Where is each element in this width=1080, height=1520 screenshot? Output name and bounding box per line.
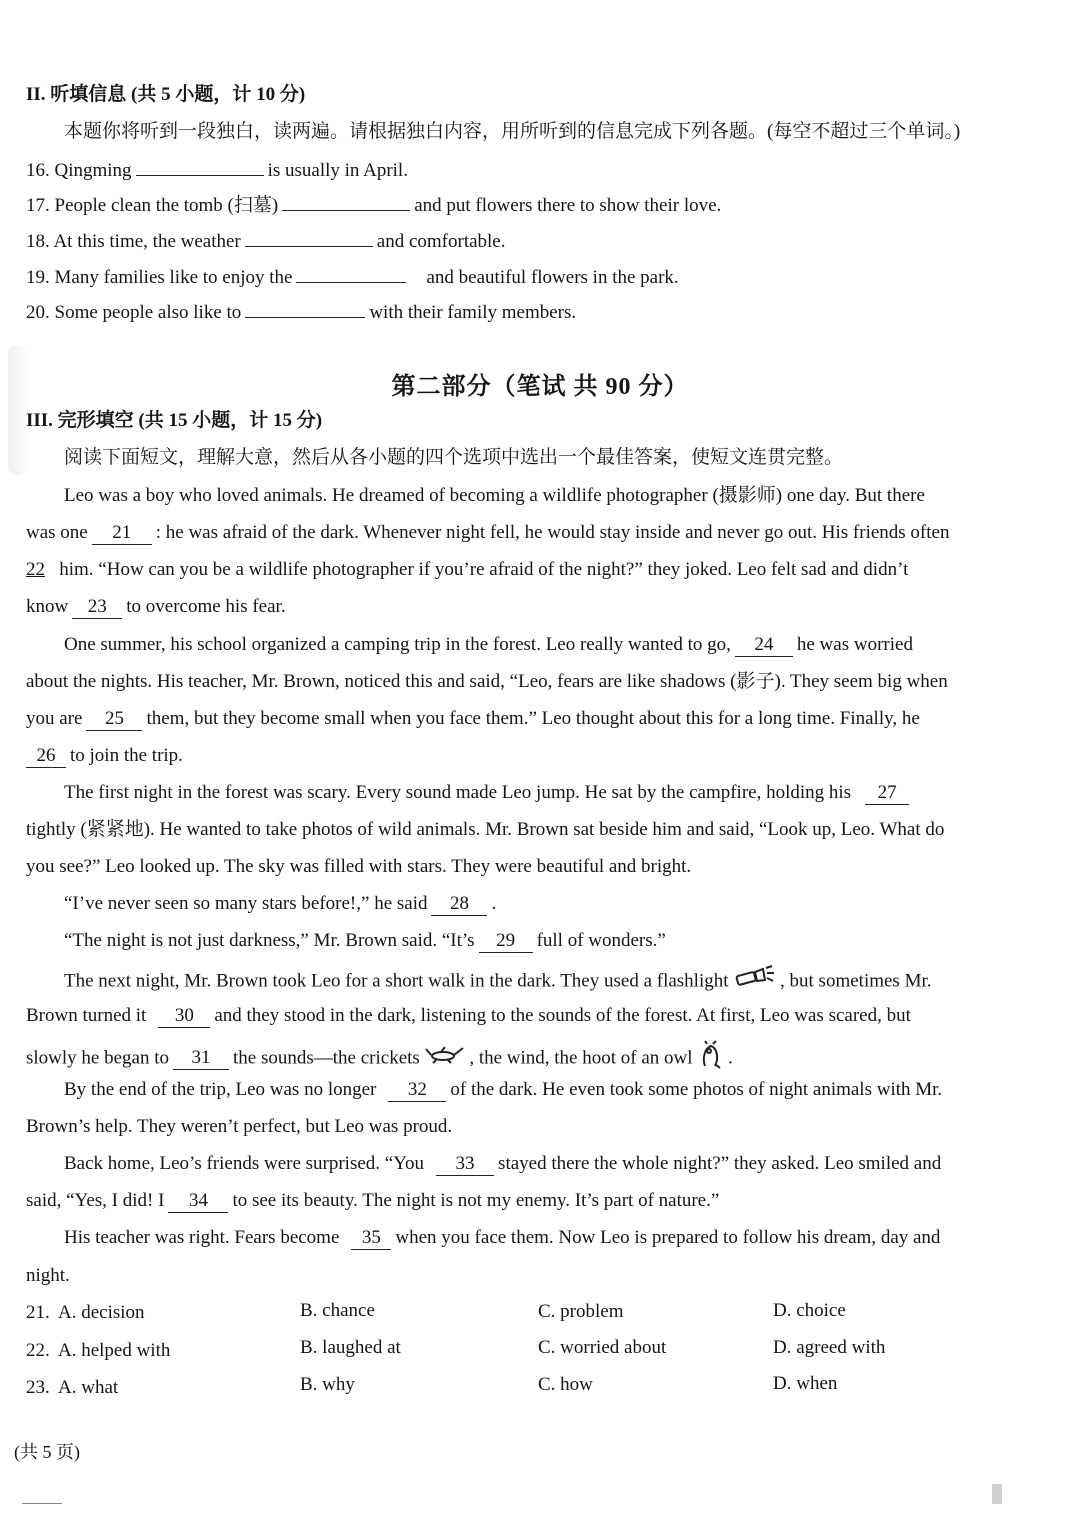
section3-heading: III. 完形填空 (共 15 小题，计 15 分)	[26, 410, 323, 431]
cloze-blank-24[interactable]: 24	[735, 634, 793, 657]
question-16: 16. Qingming is usually in April.	[26, 160, 408, 181]
passage-line: you see?” Leo looked up. The sky was filled with stars. They were beautiful and bright.	[26, 856, 692, 877]
cloze-blank-21[interactable]: 21	[92, 522, 152, 545]
option-number: 21.	[26, 1302, 50, 1323]
passage-line: Leo was a boy who loved animals. He dreamed of becoming a wildlife photographer (摄影师) one day. But there	[64, 485, 925, 506]
section3-instruction: 阅读下面短文，理解大意，然后从各小题的四个选项中选出一个最佳答案，使短文连贯完整。	[64, 447, 844, 468]
passage-line: 22 him. “How can you be a wildlife photographer if you’re afraid of the night?” they joked. Leo felt sad and didn’t	[26, 559, 909, 580]
cloze-blank-25[interactable]: 25	[86, 708, 142, 731]
option-c[interactable]: C. worried about	[538, 1337, 667, 1358]
option-b[interactable]: B. chance	[300, 1300, 375, 1321]
cloze-blank-23[interactable]: 23	[72, 596, 122, 619]
cloze-blank-28[interactable]: 28	[431, 893, 487, 916]
answer-blank-20[interactable]	[245, 317, 365, 318]
page-footer: (共 5 页)	[14, 1442, 80, 1462]
option-a[interactable]: A. helped with	[58, 1340, 171, 1361]
cloze-blank-32[interactable]: 32	[388, 1079, 446, 1102]
cloze-blank-27[interactable]: 27	[865, 782, 909, 805]
passage-line: you are 25 them, but they become small when you face them.” Leo thought about this for a long time. Finally, he	[26, 708, 920, 729]
flashlight-icon	[733, 965, 775, 999]
passage-line: Brown turned it 30 and they stood in the dark, listening to the sounds of the forest. At first, Leo was scared, but	[26, 1005, 911, 1026]
cloze-blank-35[interactable]: 35	[351, 1227, 391, 1250]
section2-heading: II. 听填信息 (共 5 小题，计 10 分)	[26, 84, 306, 105]
passage-line: His teacher was right. Fears become 35 when you face them. Now Leo is prepared to follow his dream, day and	[64, 1227, 941, 1248]
question-17: 17. People clean the tomb (扫墓) and put flowers there to show their love.	[26, 195, 722, 216]
passage-line: “The night is not just darkness,” Mr. Brown said. “It’s 29 full of wonders.”	[64, 930, 666, 951]
option-a[interactable]: A. decision	[58, 1302, 145, 1323]
answer-blank-16[interactable]	[136, 175, 264, 176]
option-d[interactable]: D. when	[773, 1373, 838, 1394]
passage-line: The first night in the forest was scary. Every sound made Leo jump. He sat by the campfire, holding his 27	[64, 780, 913, 806]
passage-line: By the end of the trip, Leo was no longer 32 of the dark. He even took some photos of night animals with Mr.	[64, 1079, 943, 1100]
option-b[interactable]: B. why	[300, 1374, 355, 1395]
question-20: 20. Some people also like to with their family members.	[26, 302, 577, 323]
scan-edge-shadow	[8, 345, 26, 475]
option-c[interactable]: C. how	[538, 1374, 593, 1395]
passage-line: “I’ve never seen so many stars before!,” he said 28 .	[64, 893, 497, 914]
question-18: 18. At this time, the weather and comfortable.	[26, 231, 506, 252]
option-number: 22.	[26, 1340, 50, 1361]
cloze-blank-29[interactable]: 29	[479, 930, 533, 953]
option-d[interactable]: D. agreed with	[773, 1337, 886, 1358]
section2-instruction: 本题你将听到一段独白，读两遍。请根据独白内容，用所听到的信息完成下列各题。(每空不超过三个单词。)	[64, 121, 961, 142]
passage-line: One summer, his school organized a camping trip in the forest. Leo really wanted to go, 24 he was worried	[64, 634, 913, 655]
question-19: 19. Many families like to enjoy the and beautiful flowers in the park.	[26, 267, 679, 288]
cloze-blank-30[interactable]: 30	[158, 1005, 210, 1028]
passage-line: said, “Yes, I did! I 34 to see its beauty. The night is not my enemy. It’s part of nature.”	[26, 1190, 720, 1211]
answer-blank-19[interactable]	[296, 282, 406, 283]
cloze-blank-34[interactable]: 34	[168, 1190, 228, 1213]
passage-line: night.	[26, 1265, 70, 1286]
passage-line: know 23 to overcome his fear.	[26, 596, 286, 617]
option-number: 23.	[26, 1377, 50, 1398]
scan-mark	[992, 1484, 1002, 1504]
option-a[interactable]: A. what	[58, 1377, 119, 1398]
passage-line: tightly (紧紧地). He wanted to take photos of wild animals. Mr. Brown sat beside him and said, “Look up, Leo. What do	[26, 819, 945, 840]
option-b[interactable]: B. laughed at	[300, 1337, 401, 1358]
passage-line: slowly he began to 31 the sounds—the crickets , the wind, the hoot of an owl .	[26, 1040, 733, 1078]
cricket-icon	[425, 1046, 465, 1072]
cloze-blank-26[interactable]: 26	[26, 745, 66, 768]
cloze-blank-31[interactable]: 31	[173, 1047, 229, 1070]
answer-blank-18[interactable]	[245, 246, 373, 247]
cloze-blank-22[interactable]: 22	[26, 559, 45, 580]
passage-line: about the nights. His teacher, Mr. Brown, noticed this and said, “Leo, fears are like shadows (影子). They seem big when	[26, 671, 948, 692]
option-d[interactable]: D. choice	[773, 1300, 846, 1321]
passage-line: The next night, Mr. Brown took Leo for a short walk in the dark. They used a flashlight , but sometimes Mr.	[64, 965, 932, 999]
passage-line: Brown’s help. They weren’t perfect, but Leo was proud.	[26, 1116, 453, 1137]
part2-title: 第二部分（笔试 共 90 分）	[391, 374, 689, 400]
passage-line: 26 to join the trip.	[26, 743, 183, 769]
scan-dash	[22, 1503, 62, 1504]
passage-line: Back home, Leo’s friends were surprised. “You 33 stayed there the whole night?” they asked. Leo smiled and	[64, 1153, 942, 1174]
passage-line: was one 21 : he was afraid of the dark. Whenever night fell, he would stay inside and never go out. His friends often	[26, 522, 950, 543]
answer-blank-17[interactable]	[282, 210, 410, 211]
cloze-blank-33[interactable]: 33	[436, 1153, 494, 1176]
owl-icon	[697, 1040, 723, 1078]
option-c[interactable]: C. problem	[538, 1301, 624, 1322]
